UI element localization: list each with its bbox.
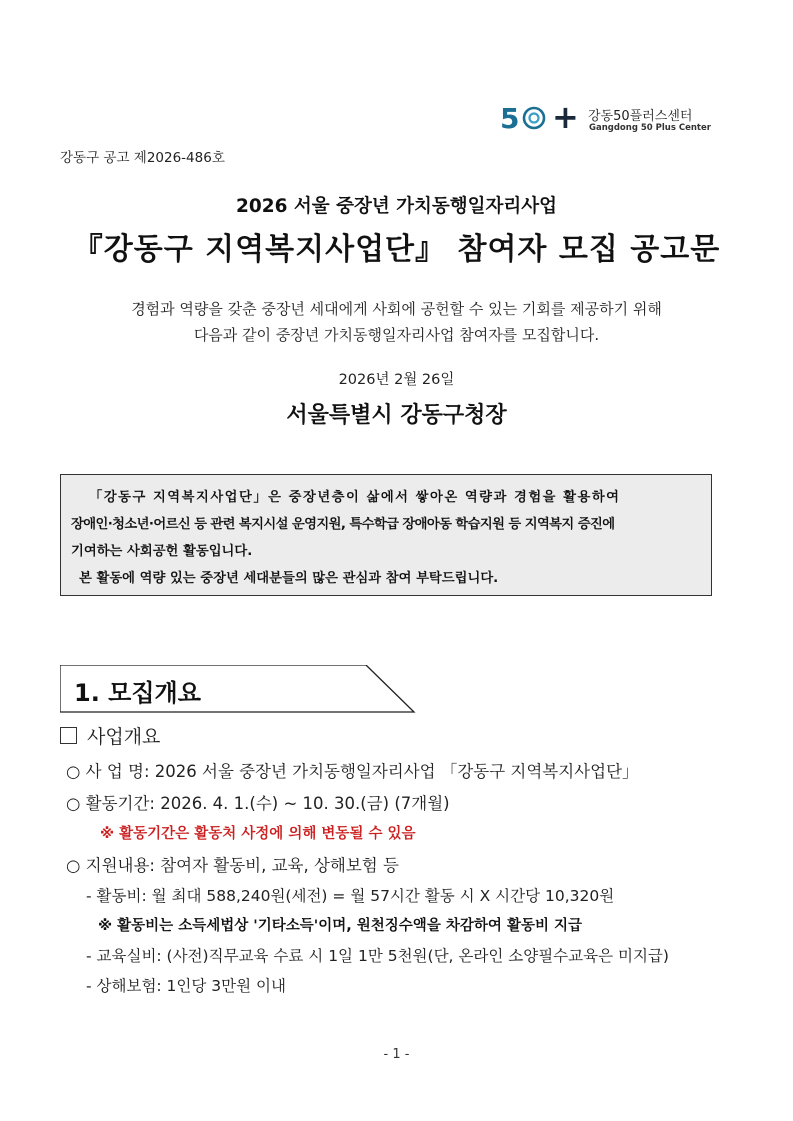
document-subtitle: 2026 서울 중장년 가치동행일자리사업 (235, 196, 557, 217)
logo-numeral: 5 (500, 102, 520, 135)
item-project-name: ○ 사 업 명: 2026 서울 중장년 가치동행일자리사업 「강동구 지역복지사업단」 (66, 762, 639, 781)
intro-line-2: 다음과 같이 중장년 가치동행일자리사업 참여자를 모집합니다. (193, 326, 600, 344)
intro-line-1: 경험과 역량을 갖춘 중장년 세대에게 사회에 공헌할 수 있는 기회를 제공하기 위해 (131, 300, 662, 318)
summary-line-4: 본 활동에 역량 있는 중장년 세대분들의 많은 관심과 참여 부탁드립니다. (79, 571, 499, 586)
logo-name-en: Gangdong 50 Plus Center (589, 123, 711, 133)
logo-plus: + (552, 98, 579, 136)
announcement-date: 2026년 2월 26일 (338, 372, 455, 388)
notice-number: 강동구 공고 제2026-486호 (60, 150, 225, 166)
center-logo (500, 98, 711, 138)
subheading-label: 사업개요 (87, 726, 161, 748)
summary-box (60, 474, 712, 596)
item-education: - 교육실비: (사전)직무교육 수료 시 1일 1만 5천원(단, 온라인 소양필수교육은 미지급) (86, 947, 669, 965)
subheading-business-overview (60, 722, 160, 749)
summary-line-2: 장애인·청소년·어르신 등 관련 복지시설 운영지원, 특수학급 장애아동 학습지원 등 지역복지 증진에 (71, 517, 615, 532)
item-insurance: - 상해보험: 1인당 3만원 이내 (86, 977, 286, 995)
document-title: 『강동구 지역복지사업단』 참여자 모집 공고문 (72, 232, 721, 267)
checkbox-square-icon (60, 727, 77, 744)
logo-name-ko: 강동50플러스센터 (588, 109, 693, 124)
item-support: ○ 지원내용: 참여자 활동비, 교육, 상해보험 등 (66, 856, 399, 875)
section-title: 1. 모집개요 (74, 679, 201, 707)
summary-line-1: 「강동구 지역복지사업단」은 중장년층이 삶에서 쌓아온 역량과 경험을 활용하여 (89, 490, 621, 505)
page-number: - 1 - (383, 1047, 410, 1062)
item-activity-period: ○ 활동기간: 2026. 4. 1.(수) ~ 10. 30.(금) (7개월) (66, 794, 450, 813)
item-allowance: - 활동비: 월 최대 588,240원(세전) = 월 57시간 활동 시 X 시간당 10,320원 (86, 887, 615, 905)
period-note: ※ 활동기간은 활동처 사정에 의해 변동될 수 있음 (100, 826, 416, 842)
allowance-note: ※ 활동비는 소득세법상 '기타소득'이며, 원천징수액을 차감하여 활동비 지급 (98, 918, 583, 934)
issuer: 서울특별시 강동구청장 (286, 403, 507, 428)
section-1-header (60, 665, 416, 713)
summary-line-3: 기여하는 사회공헌 활동입니다. (71, 544, 253, 559)
logo-ring-icon (522, 106, 546, 130)
